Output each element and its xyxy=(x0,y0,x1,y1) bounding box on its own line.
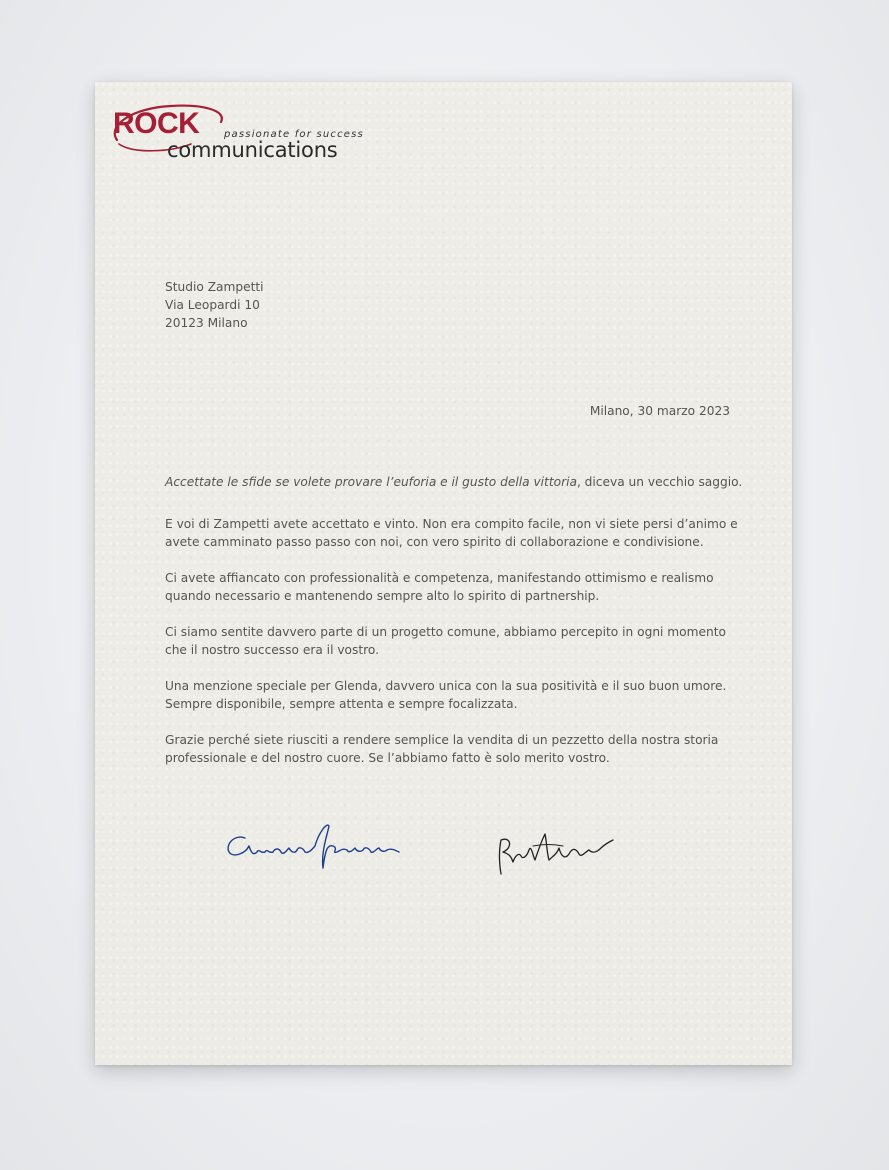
logo-wordmark: ROCK xyxy=(113,107,200,140)
opening-rest: , diceva un vecchio saggio. xyxy=(576,475,743,489)
signature-right xyxy=(493,826,623,886)
paragraph: Grazie perché siete riusciti a rendere semplice la vendita di un pezzetto della nostra storia professionale e del nostro cuore. Se l’abbiamo fatto è solo merito vostro. xyxy=(165,733,719,765)
signature-left xyxy=(223,822,413,882)
logo-tagline: passionate for success xyxy=(224,129,364,140)
letter-body xyxy=(165,473,745,785)
paragraph: Una menzione speciale per Glenda, davvero unica con la sua positività e il suo buon umore. Sempre disponibile, sempre attenta e sempre focalizzata. xyxy=(165,679,727,711)
paragraph: E voi di Zampetti avete accettato e vinto. Non era compito facile, non vi siete persi d’animo e avete camminato passo passo con noi, con vero spirito di collaborazione e condivisione. xyxy=(165,517,738,549)
opening-line xyxy=(165,473,745,491)
opening-quote: Accettate le sfide se volete provare l’euforia e il gusto della vittoria xyxy=(165,475,577,489)
logo-subtitle: communications xyxy=(167,138,338,162)
paragraph: Ci siamo sentite davvero parte di un progetto comune, abbiamo percepito in ogni momento che il nostro successo era il vostro. xyxy=(165,625,726,657)
letter-date: Milano, 30 marzo 2023 xyxy=(589,404,730,418)
recipient-address xyxy=(165,278,264,332)
company-logo xyxy=(109,100,369,164)
letter-sheet xyxy=(95,82,792,1065)
recipient-name: Studio Zampetti xyxy=(165,280,264,294)
paragraph: Ci avete affiancato con professionalità e competenza, manifestando ottimismo e realismo quando necessario e mantenendo sempre alto lo spirito di partnership. xyxy=(165,571,714,603)
recipient-street: Via Leopardi 10 xyxy=(165,298,260,312)
recipient-city: 20123 Milano xyxy=(165,316,248,330)
